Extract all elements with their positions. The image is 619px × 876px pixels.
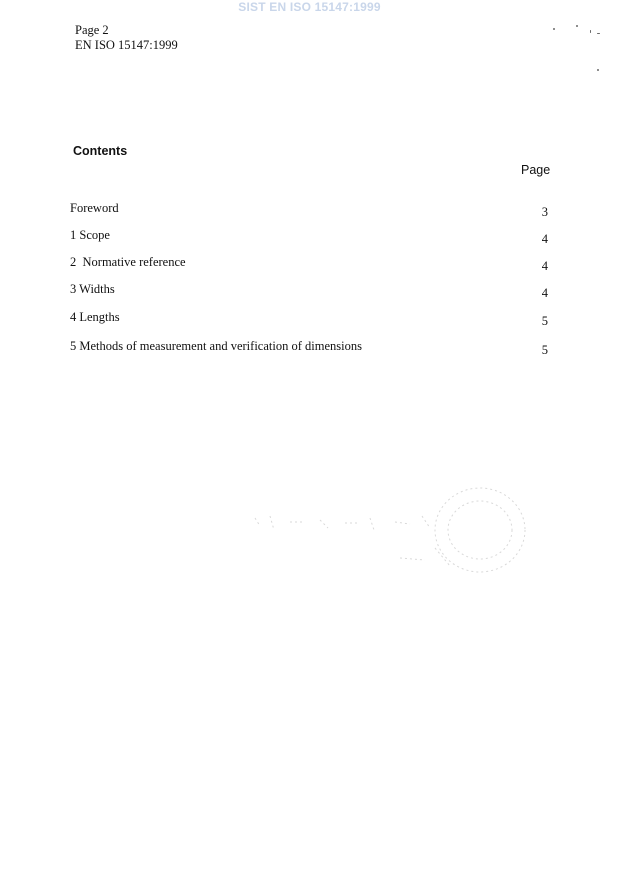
toc-entry-page: 4 — [541, 286, 548, 300]
toc-entry-normative-reference — [70, 254, 550, 273]
toc-entry-label: 4 Lengths — [70, 310, 120, 324]
toc-entry-lengths — [70, 309, 550, 328]
toc-entry-page: 5 — [541, 314, 548, 328]
toc-entry-page: 4 — [541, 259, 548, 273]
faint-stamp-mark — [250, 478, 540, 588]
scan-speck — [590, 30, 591, 33]
scan-speck — [597, 69, 599, 71]
toc-entry-methods — [70, 338, 550, 357]
page-column-label: Page — [521, 163, 551, 177]
toc-entry-page: 4 — [541, 232, 548, 246]
toc-entry-foreword — [70, 200, 550, 219]
toc-entry-widths — [70, 281, 550, 300]
toc-entry-label: 1 Scope — [70, 228, 110, 242]
standard-number-line: EN ISO 15147:1999 — [75, 38, 178, 52]
toc-entry-label: 5 Methods of measurement and verification of dimensions — [70, 339, 362, 353]
toc-entry-scope — [70, 227, 550, 246]
toc-entry-page: 5 — [541, 343, 548, 357]
scan-speck — [553, 28, 555, 30]
scan-speck — [597, 33, 600, 34]
scan-speck — [576, 25, 578, 27]
page-number-line: Page 2 — [75, 23, 109, 37]
toc-entry-label: 2 Normative reference — [70, 255, 186, 269]
toc-entry-label: 3 Widths — [70, 282, 115, 296]
toc-entry-page: 3 — [541, 205, 548, 219]
document-watermark: SIST EN ISO 15147:1999 — [238, 0, 381, 14]
toc-entry-label: Foreword — [70, 201, 119, 215]
contents-heading: Contents — [73, 144, 128, 158]
